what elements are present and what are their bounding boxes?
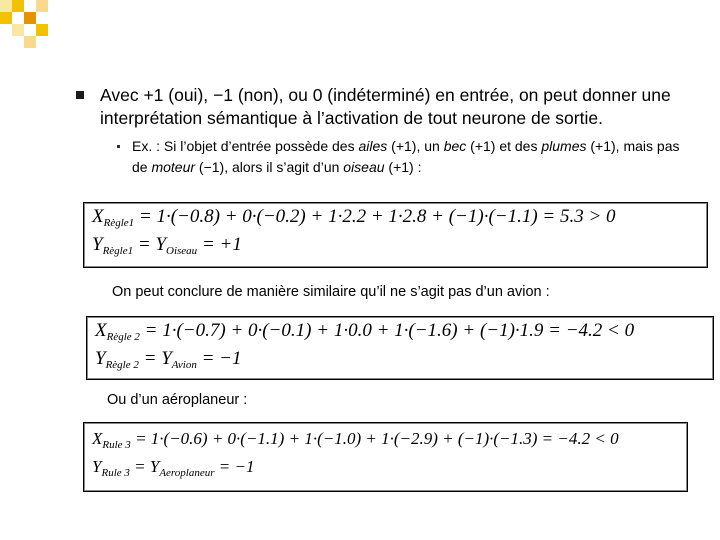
subscript: Règle1 xyxy=(103,217,135,229)
var: Y xyxy=(92,457,102,476)
deco-square xyxy=(36,0,48,12)
expression: = Y xyxy=(129,457,160,476)
word-ailes: ailes xyxy=(358,138,388,154)
small-bullet-icon xyxy=(117,145,120,148)
var: Y xyxy=(92,234,103,255)
caption-aeroplaneur: Ou d’un aéroplaneur : xyxy=(107,392,248,408)
expression: = −1 xyxy=(214,457,255,476)
var: X xyxy=(95,320,107,341)
formula-box-rule3 xyxy=(83,422,688,492)
formula-line-y xyxy=(92,457,254,479)
var: X xyxy=(92,429,103,448)
text-part: (+1) : xyxy=(384,159,422,175)
text-part: (+1), un xyxy=(387,138,444,154)
deco-square xyxy=(0,12,12,24)
word-plumes: plumes xyxy=(541,138,587,154)
subscript: Oiseau xyxy=(166,245,198,257)
var: Y xyxy=(95,348,106,369)
word-moteur: moteur xyxy=(151,159,196,175)
caption-avion: On peut conclure de manière similaire qu’il ne s’agit pas d’un avion : xyxy=(112,284,550,300)
expression: = 1·(−0.6) + 0·(−1.1) + 1·(−1.0) + 1·(−2.9) + (−1)·(−1.3) = −4.2 < 0 xyxy=(130,429,619,448)
deco-square xyxy=(24,12,36,24)
text-part: Ex. : Si l’objet d’entrée possède des xyxy=(132,138,359,154)
deco-square xyxy=(0,0,12,12)
formula-line-x xyxy=(92,429,619,451)
subscript: Règle 2 xyxy=(106,331,140,343)
expression: = 1·(−0.8) + 0·(−0.2) + 1·2.2 + 1·2.8 + (−1)·(−1.1) = 5.3 > 0 xyxy=(134,206,616,227)
expression: = 1·(−0.7) + 0·(−0.1) + 1·0.0 + 1·(−1.6) + (−1)·1.9 = −4.2 < 0 xyxy=(139,320,635,341)
formula-line-y xyxy=(95,348,241,371)
expression: = +1 xyxy=(197,234,242,255)
formula-line-y xyxy=(92,234,242,257)
sub-bullet-text xyxy=(132,136,692,178)
subscript: Avion xyxy=(171,359,197,371)
deco-square xyxy=(36,24,48,36)
word-oiseau: oiseau xyxy=(343,159,385,175)
formula-box-rule1 xyxy=(83,202,708,268)
subscript: Règle 2 xyxy=(105,359,139,371)
formula-line-x xyxy=(92,206,616,229)
main-bullet-text xyxy=(100,84,700,130)
subscript: Aeroplaneur xyxy=(159,467,215,479)
subscript: Rule 3 xyxy=(102,439,131,451)
formula-line-x xyxy=(95,320,634,343)
text-part: (+1), mais pas de xyxy=(132,138,680,175)
subscript: Rule 3 xyxy=(101,467,130,479)
expression: = −1 xyxy=(196,348,242,369)
deco-square xyxy=(12,24,24,36)
var: X xyxy=(92,206,104,227)
expression: = Y xyxy=(138,348,172,369)
decorative-squares xyxy=(0,0,60,48)
deco-square xyxy=(12,0,24,12)
word-bec: bec xyxy=(443,138,467,154)
main-bullet-content: Avec +1 (oui), −1 (non), ou 0 (indéterminé) en entrée, on peut donner une interprétation sémantique à l’activation de tout neurone de sortie. xyxy=(100,85,671,128)
deco-square xyxy=(24,36,36,48)
text-part: (+1) et des xyxy=(466,138,542,154)
subscript: Règle1 xyxy=(102,245,134,257)
square-bullet-icon xyxy=(76,91,84,99)
expression: = Y xyxy=(133,234,167,255)
formula-box-rule2 xyxy=(86,316,714,380)
text-part: (−1), alors il s’agit d’un xyxy=(195,159,344,175)
